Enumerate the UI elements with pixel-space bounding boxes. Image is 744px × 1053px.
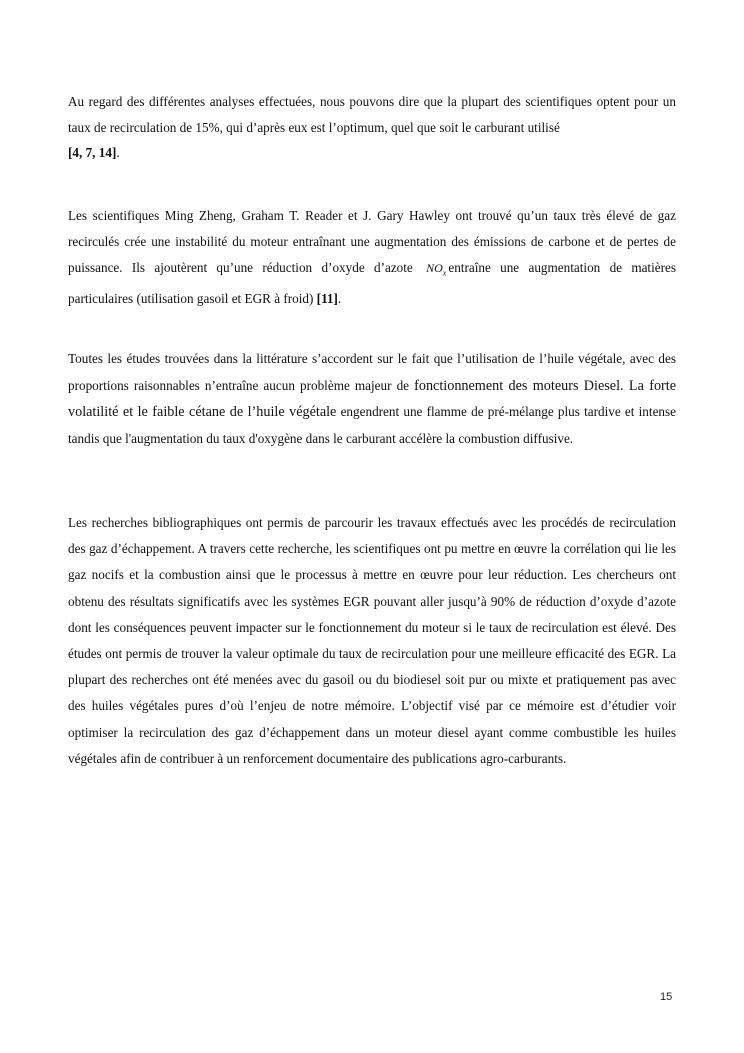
paragraph-vegetable-oil-studies (68, 346, 676, 452)
paragraph-zheng-reader-hawley (68, 203, 676, 312)
paragraph-text: Au regard des différentes analyses effectuées, nous pouvons dire que la plupart des scientifiques optent pour un taux de recirculation de 15%, qui d’après eux est l’optimum, quel que soit le carburant utilisé (68, 94, 676, 135)
page-number: 15 (660, 991, 673, 1003)
nox-subscript: x (442, 268, 447, 278)
sentence-end: . (337, 291, 342, 307)
paragraph-text: Les scientifiques Ming Zheng, Graham T. Reader et J. Gary Hawley ont trouvé qu’un taux très élevé de gaz recirculés crée une instabilité du moteur entraînant une augmentation des émissions de carbone et de pertes de puissance. Ils ajoutèrent qu’une réduction d’oxyde d’azote (68, 208, 676, 275)
nox-symbol: NO (426, 261, 443, 275)
nox-formula (426, 261, 447, 278)
sentence-end: . (116, 145, 120, 160)
paragraph-text-part1: Les recherches bibliographiques ont permis de parcourir les travaux effectués avec les procédés de recirculation des gaz d’échappement. A travers cette recherche, les scientifiques ont pu mettre en œuvre la corrélation qui lie les gaz nocifs et la combustion ainsi que le processus à mettre en œuvre pour leur réduction. Les chercheurs ont obtenu des résultats significatifs avec les systèmes EGR pouvant aller jusqu’à 90% de réduction d’oxyde d’azote dont les conséquences peuvent impacter sur le fonctionnement du moteur si le taux de recirculation est élevé. Des études ont permis de trouver la valeur optimale du taux de recirculation pour une meilleure efficacité des EGR. La plupart des recherches ont été menées avec du gasoil ou du biodiesel soit pur ou mixte et pratiquement pas avec des huiles végétales pures d’où l’enjeu de notre mémoire. L’objectif visé par ce mémoire est d’étudier voir optimiser la recirculation (68, 515, 676, 740)
citation: [11] (316, 291, 338, 307)
paragraph-text-continued: entraîne une augmentation de matières particulaires (utilisation gasoil et EGR à froid) (68, 260, 676, 307)
paragraph-egr-rate-optimum (68, 89, 676, 166)
paragraph-text-part2: fonctionnement des moteurs Diesel. La forte volatilité et le faible cétane de l’huile végétale (68, 377, 677, 420)
paragraph-text-part2: des gaz d’échappement dans un moteur diesel ayant comme combustible les huiles végétales afin de contribuer à un renforcement documentaire des publications agro-carburants. (68, 724, 677, 766)
paragraph-bibliographic-conclusion (68, 510, 676, 772)
citation: [4, 7, 14] (68, 145, 117, 160)
paragraph-text-part1: Toutes les études trouvées dans la littérature s’accordent sur le fait que l’utilisation de l’huile végétale, avec des proportions raisonnables n’entraîne aucun problème majeur de (68, 351, 676, 393)
paragraph-text-part3: engendrent une flamme de pré-mélange plus tardive et intense tandis que l'augmentation du taux d'oxygène dans le carburant accélère la combustion diffusive. (68, 404, 676, 446)
